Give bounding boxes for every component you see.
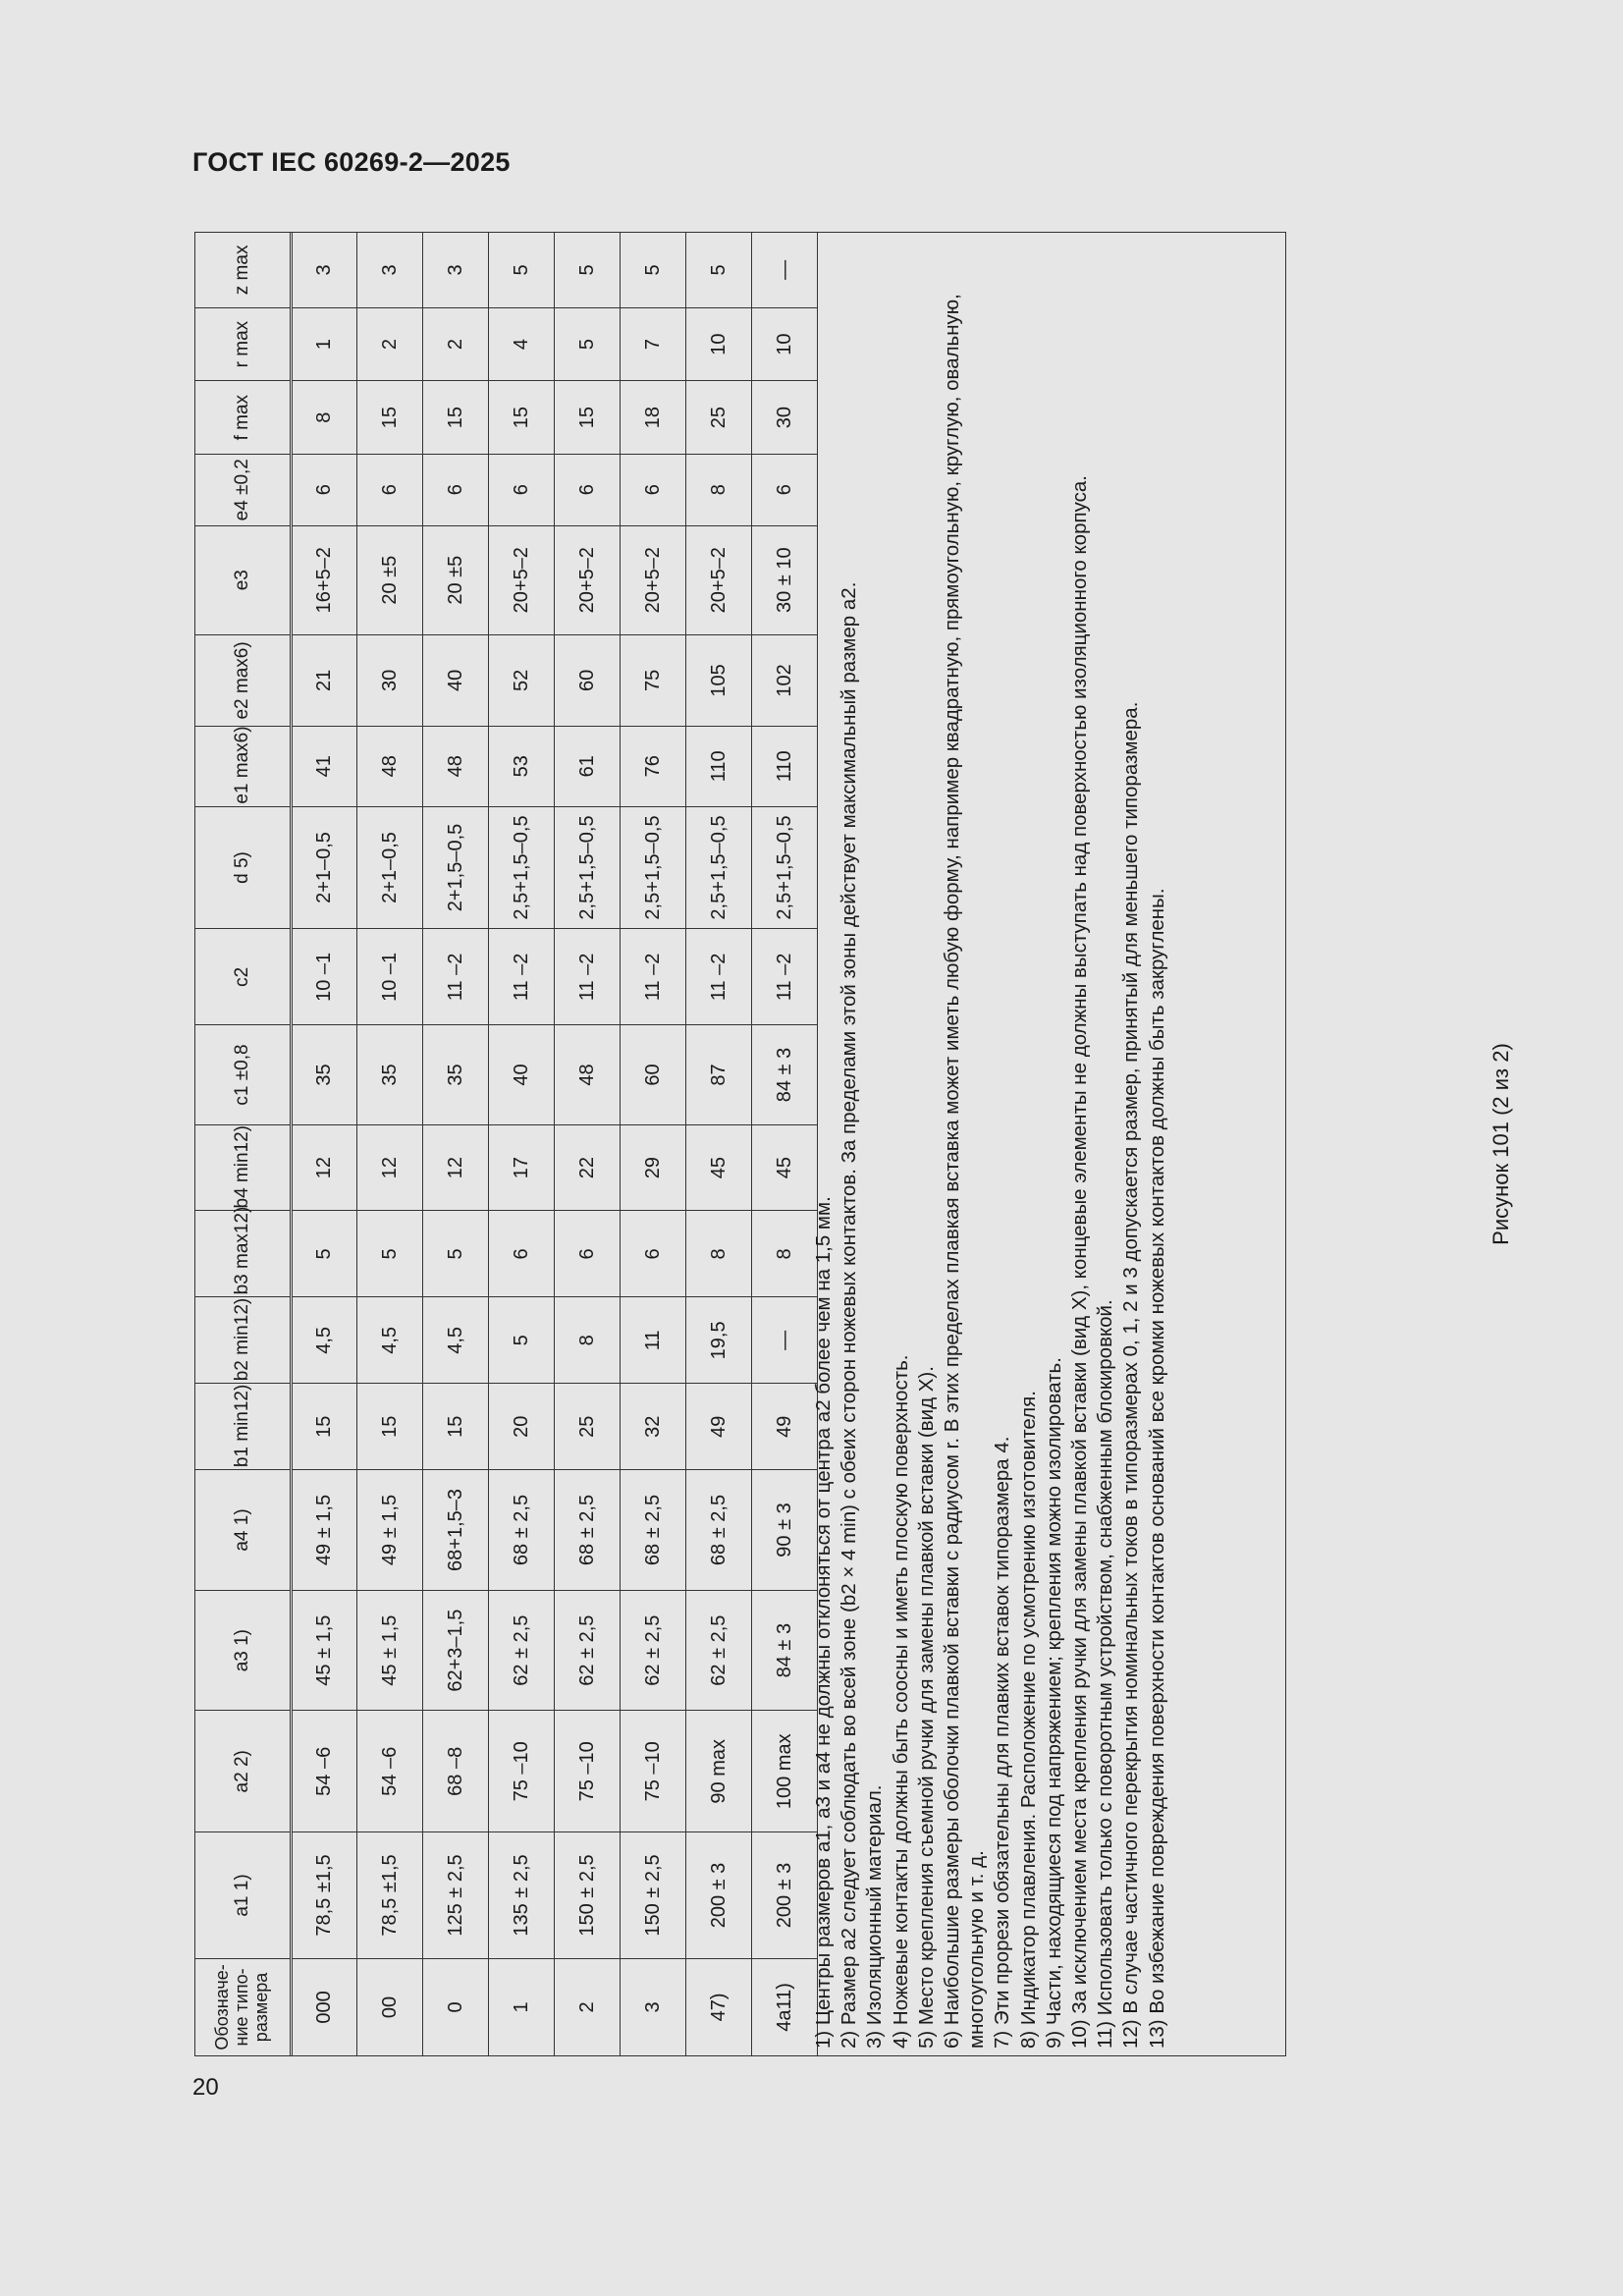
table-cell: 6 xyxy=(621,1211,686,1297)
table-cell: 16+5–2 xyxy=(292,525,357,634)
table-body xyxy=(292,233,818,2056)
table-cell: 2,5+1,5–0,5 xyxy=(752,806,818,929)
table-cell: 40 xyxy=(489,1025,555,1124)
table-cell: 102 xyxy=(752,634,818,726)
table-cell: 8 xyxy=(752,1211,818,1297)
table-cell: 21 xyxy=(292,634,357,726)
table-cell: 15 xyxy=(423,381,489,455)
table-cell: 2+1–0,5 xyxy=(292,806,357,929)
table-cell: 5 xyxy=(423,1211,489,1297)
table-cell: 100 max xyxy=(752,1711,818,1832)
table-cell: 5 xyxy=(621,233,686,308)
footnote: 7) Эти прорези обязательны для плавких вставок типоразмера 4. xyxy=(991,1436,1014,2049)
table-cell: 19,5 xyxy=(686,1297,752,1384)
table-cell: 30 ± 10 xyxy=(752,525,818,634)
table-cell: 30 xyxy=(357,634,423,726)
table-cell: 110 xyxy=(752,726,818,806)
column-header: z max xyxy=(195,233,292,308)
table-cell: 30 xyxy=(752,381,818,455)
table-cell: 6 xyxy=(489,1211,555,1297)
footnote: 12) В случае частичного перекрытия номинальных токов в типоразмерах 0, 1, 2 и 3 допускается размер, принятый для меньшего типоразмера. xyxy=(1119,701,1143,2049)
table-cell: 20+5–2 xyxy=(621,525,686,634)
table-cell: 62 ± 2,5 xyxy=(555,1590,621,1711)
table-cell: 10 –1 xyxy=(292,929,357,1025)
table-cell: 4 xyxy=(489,307,555,381)
table-cell: 45 ± 1,5 xyxy=(292,1590,357,1711)
table-cell: 45 xyxy=(686,1124,752,1211)
table-cell: 15 xyxy=(357,381,423,455)
table-cell: 45 xyxy=(752,1124,818,1211)
column-header: f max xyxy=(195,381,292,455)
table-cell: 2 xyxy=(357,307,423,381)
table-cell: 6 xyxy=(357,454,423,525)
table-cell: 18 xyxy=(621,381,686,455)
table-cell: — xyxy=(752,233,818,308)
table-cell: 11 –2 xyxy=(423,929,489,1025)
column-header: a4 1) xyxy=(195,1470,292,1591)
table-cell: 68 –8 xyxy=(423,1711,489,1832)
table-cell: 53 xyxy=(489,726,555,806)
table-cell: 49 xyxy=(686,1384,752,1470)
table-cell: 105 xyxy=(686,634,752,726)
table-cell: 2,5+1,5–0,5 xyxy=(686,806,752,929)
table-cell: 48 xyxy=(555,1025,621,1124)
table-cell: 22 xyxy=(555,1124,621,1211)
table-cell: 25 xyxy=(686,381,752,455)
table-cell: 75 –10 xyxy=(555,1711,621,1832)
table-cell: 2 xyxy=(555,1958,621,2055)
column-header: b3 max12) xyxy=(195,1211,292,1297)
table-cell: 8 xyxy=(686,1211,752,1297)
table-cell: 5 xyxy=(555,307,621,381)
table-cell: 35 xyxy=(423,1025,489,1124)
table-cell: 15 xyxy=(292,1384,357,1470)
table-cell: — xyxy=(752,1297,818,1384)
table-cell: 2,5+1,5–0,5 xyxy=(621,806,686,929)
table-cell: 4a11) xyxy=(752,1958,818,2055)
table-row xyxy=(686,233,752,2056)
table-cell: 4,5 xyxy=(423,1297,489,1384)
table-cell: 20+5–2 xyxy=(489,525,555,634)
table-cell: 78,5 ±1,5 xyxy=(357,1832,423,1959)
table-cell: 60 xyxy=(555,634,621,726)
dimensions-table xyxy=(194,232,818,2056)
table-cell: 15 xyxy=(357,1384,423,1470)
table-cell: 000 xyxy=(292,1958,357,2055)
table-cell: 84 ± 3 xyxy=(752,1590,818,1711)
table-cell: 6 xyxy=(752,454,818,525)
table-cell: 6 xyxy=(555,1211,621,1297)
table-cell: 20 ±5 xyxy=(357,525,423,634)
table-cell: 8 xyxy=(555,1297,621,1384)
table-cell: 12 xyxy=(292,1124,357,1211)
table-cell: 2+1–0,5 xyxy=(357,806,423,929)
table-cell: 52 xyxy=(489,634,555,726)
table-cell: 11 –2 xyxy=(752,929,818,1025)
table-cell: 45 ± 1,5 xyxy=(357,1590,423,1711)
table-cell: 11 –2 xyxy=(686,929,752,1025)
table-cell: 5 xyxy=(686,233,752,308)
footnote: 5) Место крепления съемной ручки для замены плавкой вставки (вид X). xyxy=(914,1366,938,2049)
table-cell: 6 xyxy=(555,454,621,525)
table-header-row xyxy=(195,233,292,2056)
table-cell: 12 xyxy=(423,1124,489,1211)
table-cell: 00 xyxy=(357,1958,423,2055)
table-cell: 3 xyxy=(292,233,357,308)
table-cell: 49 xyxy=(752,1384,818,1470)
table-cell: 3 xyxy=(357,233,423,308)
table-cell: 90 max xyxy=(686,1711,752,1832)
column-header: e4 ±0,2 xyxy=(195,454,292,525)
table-cell: 47) xyxy=(686,1958,752,2055)
footnote: 1) Центры размеров a1, a3 и a4 не должны отклоняться от центра a2 более чем на 1,5 мм. xyxy=(812,1196,835,2049)
column-header: b4 min12) xyxy=(195,1124,292,1211)
column-header: a3 1) xyxy=(195,1590,292,1711)
table-row xyxy=(423,233,489,2056)
rotated-content xyxy=(194,232,1513,2056)
table-cell: 68 ± 2,5 xyxy=(555,1470,621,1591)
table-cell: 6 xyxy=(489,454,555,525)
table-cell: 76 xyxy=(621,726,686,806)
table-cell: 5 xyxy=(489,1297,555,1384)
column-header: c2 xyxy=(195,929,292,1025)
footnote: 6) Наибольшие размеры оболочки плавкой вставки с радиусом r. В этих пределах плавкая вставка может иметь любую форму, например квадратную, прямоугольную, круглую, овальную, многоугольную и т. д. xyxy=(941,294,989,2049)
footnotes xyxy=(811,246,1170,2049)
table-cell: 135 ± 2,5 xyxy=(489,1832,555,1959)
table-cell: 84 ± 3 xyxy=(752,1025,818,1124)
table-cell: 10 xyxy=(752,307,818,381)
footnote: 13) Во избежание повреждения поверхности контактов оснований все кромки ножевых контактов должны быть закруглены. xyxy=(1145,888,1168,2049)
table-cell: 35 xyxy=(292,1025,357,1124)
table-cell: 5 xyxy=(292,1211,357,1297)
table-cell: 25 xyxy=(555,1384,621,1470)
table-cell: 40 xyxy=(423,634,489,726)
table-cell: 4,5 xyxy=(292,1297,357,1384)
table-row xyxy=(292,233,357,2056)
table-cell: 200 ± 3 xyxy=(686,1832,752,1959)
table-cell: 8 xyxy=(686,454,752,525)
table-cell: 75 xyxy=(621,634,686,726)
footnote: 3) Изоляционный материал. xyxy=(863,1784,887,2049)
footnote: 9) Части, находящиеся под напряжением; крепления можно изолировать. xyxy=(1042,1357,1065,2049)
column-header: e2 max6) xyxy=(195,634,292,726)
table-cell: 10 xyxy=(686,307,752,381)
table-cell: 1 xyxy=(292,307,357,381)
table-cell: 6 xyxy=(292,454,357,525)
footnote: 11) Использовать только с поворотным устройством, снабженным блокировкой. xyxy=(1094,1299,1117,2049)
table-cell: 2 xyxy=(423,307,489,381)
table-cell: 15 xyxy=(489,381,555,455)
table-cell: 5 xyxy=(357,1211,423,1297)
column-header: b1 min12) xyxy=(195,1384,292,1470)
rotated-content-area xyxy=(194,232,1513,2056)
table-cell: 2+1,5–0,5 xyxy=(423,806,489,929)
table-cell: 5 xyxy=(489,233,555,308)
table-cell: 29 xyxy=(621,1124,686,1211)
table-cell: 1 xyxy=(489,1958,555,2055)
table-cell: 2,5+1,5–0,5 xyxy=(555,806,621,929)
table-cell: 68+1,5–3 xyxy=(423,1470,489,1591)
table-cell: 68 ± 2,5 xyxy=(489,1470,555,1591)
table-cell: 17 xyxy=(489,1124,555,1211)
table-cell: 125 ± 2,5 xyxy=(423,1832,489,1959)
table-cell: 11 xyxy=(621,1297,686,1384)
table-cell: 7 xyxy=(621,307,686,381)
table-cell: 62 ± 2,5 xyxy=(621,1590,686,1711)
table-cell: 20 ±5 xyxy=(423,525,489,634)
table-cell: 5 xyxy=(555,233,621,308)
table-cell: 48 xyxy=(357,726,423,806)
table-cell: 75 –10 xyxy=(489,1711,555,1832)
table-row xyxy=(357,233,423,2056)
table-cell: 200 ± 3 xyxy=(752,1832,818,1959)
column-header: Обозначе-ние типо-размера xyxy=(195,1958,292,2055)
column-header: a2 2) xyxy=(195,1711,292,1832)
table-cell: 62 ± 2,5 xyxy=(686,1590,752,1711)
table-cell: 68 ± 2,5 xyxy=(621,1470,686,1591)
table-cell: 35 xyxy=(357,1025,423,1124)
table-cell: 3 xyxy=(621,1958,686,2055)
table-cell: 2,5+1,5–0,5 xyxy=(489,806,555,929)
table-cell: 87 xyxy=(686,1025,752,1124)
table-cell: 6 xyxy=(621,454,686,525)
column-header: b2 min12) xyxy=(195,1297,292,1384)
column-header: d 5) xyxy=(195,806,292,929)
table-cell: 20+5–2 xyxy=(686,525,752,634)
table-cell: 6 xyxy=(423,454,489,525)
column-header: e1 max6) xyxy=(195,726,292,806)
table-cell: 12 xyxy=(357,1124,423,1211)
table-row xyxy=(555,233,621,2056)
table-cell: 60 xyxy=(621,1025,686,1124)
table-cell: 90 ± 3 xyxy=(752,1470,818,1591)
table-row xyxy=(621,233,686,2056)
table-cell: 150 ± 2,5 xyxy=(621,1832,686,1959)
table-cell: 32 xyxy=(621,1384,686,1470)
footnote: 2) Размер a2 следует соблюдать во всей зоне (b2 × 4 min) с обеих сторон ножевых контактов. За пределами этой зоны действует максимальный размер a2. xyxy=(838,581,861,2049)
page-number: 20 xyxy=(192,2074,219,2101)
table-cell: 54 –6 xyxy=(357,1711,423,1832)
table-cell: 20 xyxy=(489,1384,555,1470)
table-cell: 3 xyxy=(423,233,489,308)
table-cell: 10 –1 xyxy=(357,929,423,1025)
figure-caption: Рисунок 101 (2 из 2) xyxy=(1488,1043,1513,1245)
table-cell: 48 xyxy=(423,726,489,806)
table-cell: 150 ± 2,5 xyxy=(555,1832,621,1959)
table-cell: 54 –6 xyxy=(292,1711,357,1832)
table-cell: 61 xyxy=(555,726,621,806)
column-header: e3 xyxy=(195,525,292,634)
table-row xyxy=(489,233,555,2056)
footnote: 4) Ножевые контакты должны быть соосны и иметь плоскую поверхность. xyxy=(889,1354,912,2049)
footnote: 10) За исключением места крепления ручки для замены плавкой вставки (вид X), концевые элементы не должны выступать над поверхностью изоляционного корпуса. xyxy=(1068,475,1092,2049)
table-cell: 49 ± 1,5 xyxy=(292,1470,357,1591)
table-cell: 78,5 ±1,5 xyxy=(292,1832,357,1959)
footnote: 8) Индикатор плавления. Расположение по усмотрению изготовителя. xyxy=(1016,1391,1040,2049)
table-cell: 49 ± 1,5 xyxy=(357,1470,423,1591)
table-cell: 62+3–1,5 xyxy=(423,1590,489,1711)
table-cell: 11 –2 xyxy=(489,929,555,1025)
table-row xyxy=(752,233,818,2056)
column-header: r max xyxy=(195,307,292,381)
table-cell: 20+5–2 xyxy=(555,525,621,634)
table-cell: 75 –10 xyxy=(621,1711,686,1832)
table-cell: 15 xyxy=(423,1384,489,1470)
table-cell: 110 xyxy=(686,726,752,806)
table-cell: 11 –2 xyxy=(555,929,621,1025)
document-code: ГОСТ IEC 60269-2—2025 xyxy=(192,147,511,177)
table-cell: 41 xyxy=(292,726,357,806)
table-cell: 11 –2 xyxy=(621,929,686,1025)
table-cell: 62 ± 2,5 xyxy=(489,1590,555,1711)
table-cell: 8 xyxy=(292,381,357,455)
column-header: a1 1) xyxy=(195,1832,292,1959)
table-cell: 68 ± 2,5 xyxy=(686,1470,752,1591)
table-cell: 0 xyxy=(423,1958,489,2055)
table-cell: 15 xyxy=(555,381,621,455)
column-header: c1 ±0,8 xyxy=(195,1025,292,1124)
table-cell: 4,5 xyxy=(357,1297,423,1384)
